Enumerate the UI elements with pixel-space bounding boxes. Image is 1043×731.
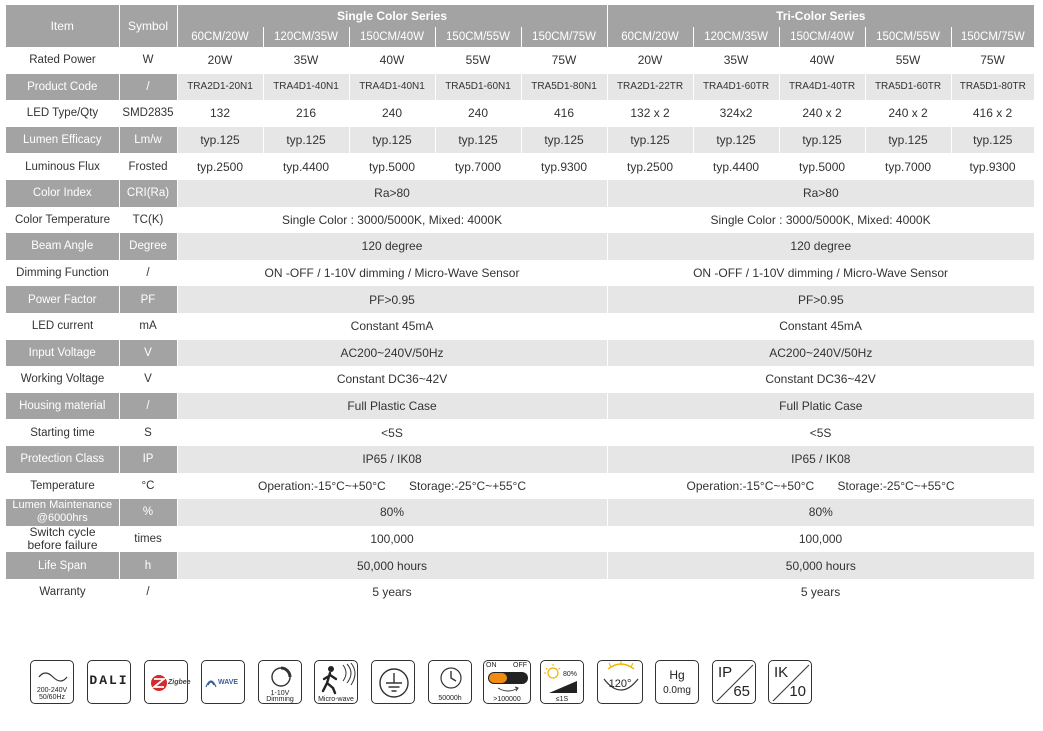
cell: 240 x 2 — [888, 106, 928, 121]
cell: IP65 / IK08 — [177, 446, 607, 473]
table-row — [6, 207, 1034, 234]
row-label: Starting time — [30, 426, 95, 439]
cell: typ.7000 — [885, 159, 932, 174]
cell: 80% — [607, 499, 1034, 526]
beam-label: 120° — [608, 678, 632, 690]
model-header: 150CM/55W — [435, 27, 521, 47]
row-symbol: h — [119, 552, 177, 579]
cell: 20W — [207, 53, 233, 68]
cell: TRA5D1-60N1 — [435, 74, 521, 101]
table-row — [6, 340, 1034, 367]
cell: typ.9300 — [540, 159, 588, 174]
cell: typ.125 — [177, 127, 263, 154]
ik10-icon — [768, 660, 812, 704]
cell: Constant DC36~42V — [765, 372, 876, 387]
row-label: Rated Power — [29, 54, 96, 67]
model-header: 150CM/55W — [865, 27, 951, 47]
cell: AC200~240V/50Hz — [607, 340, 1034, 367]
ac-voltage-icon — [30, 660, 74, 704]
table-row — [6, 260, 1034, 287]
model-header: 150CM/40W — [779, 27, 865, 47]
cell: 80% — [177, 499, 607, 526]
dimming-icon — [258, 660, 302, 704]
cell: 35W — [293, 53, 319, 68]
row-label: LED current — [31, 320, 94, 333]
row-label: Color Index — [6, 180, 119, 207]
table-row — [6, 473, 1034, 500]
cell: TRA4D1-40TR — [779, 74, 865, 101]
row-symbol: Degree — [119, 233, 177, 260]
cell: typ.4400 — [713, 159, 760, 174]
row-label: Working Voltage — [20, 373, 105, 386]
model-header: 60CM/20W — [607, 27, 693, 47]
cell: typ.125 — [607, 127, 693, 154]
dimming-line2: Dimming — [266, 696, 294, 703]
cell: 100,000 — [798, 531, 843, 546]
row-label: Warranty — [39, 586, 86, 599]
cell: AC200~240V/50Hz — [177, 340, 607, 367]
start-time-label: ≤1S — [555, 696, 569, 703]
cell: 132 x 2 — [630, 106, 670, 121]
row-symbol: S — [144, 426, 152, 439]
cell: 5 years — [372, 585, 412, 600]
switch-on-label: ON — [486, 662, 497, 669]
row-symbol: TC(K) — [132, 213, 164, 226]
row-label-line1: Switch cycle — [29, 525, 96, 539]
model-header: 60CM/20W — [177, 27, 263, 47]
model-header: 120CM/35W — [263, 27, 349, 47]
model-header: 150CM/75W — [951, 27, 1034, 47]
table-row — [6, 47, 1034, 74]
cell: 75W — [980, 53, 1005, 68]
cell: typ.5000 — [368, 159, 416, 174]
row-label: Protection Class — [6, 446, 119, 473]
row-symbol: V — [119, 340, 177, 367]
cell: Single Color : 3000/5000K, Mixed: 4000K — [710, 212, 931, 227]
model-header: 120CM/35W — [693, 27, 779, 47]
row-label: Beam Angle — [6, 233, 119, 260]
cell: typ.125 — [349, 127, 435, 154]
cell: Constant 45mA — [779, 319, 862, 334]
row-label-line1: Lumen Maintenance — [12, 499, 113, 512]
microwave-label: Micro-wave — [318, 696, 354, 703]
row-symbol: Frosted — [128, 160, 168, 173]
table-row — [6, 100, 1034, 127]
header-tri-series: Tri-Color Series — [607, 5, 1034, 27]
cell: Operation:-15°C~+50°C Storage:-25°C~+55°C — [258, 478, 527, 493]
header-item: Item — [6, 5, 119, 47]
dali-icon — [87, 660, 131, 704]
row-symbol: V — [144, 373, 152, 386]
row-symbol: °C — [141, 479, 155, 492]
cell: 50,000 hours — [177, 552, 607, 579]
row-symbol: IP — [119, 446, 177, 473]
row-label — [6, 499, 119, 526]
row-label: Lumen Efficacy — [6, 127, 119, 154]
cell: <5S — [381, 425, 403, 440]
table-row — [6, 127, 1034, 154]
row-label-line2: before failure — [27, 537, 98, 552]
row-label: Color Temperature — [14, 213, 111, 226]
switch-off-label: OFF — [513, 662, 527, 669]
hg-label: Hg — [669, 668, 685, 682]
row-symbol: SMD2835 — [122, 107, 174, 120]
cell: typ.9300 — [969, 159, 1016, 174]
cell: Constant DC36~42V — [336, 372, 448, 387]
cell: 75W — [551, 53, 577, 68]
ik-label: IK — [774, 664, 789, 681]
cell: Full Plastic Case — [177, 393, 607, 420]
cell: typ.125 — [865, 127, 951, 154]
table-row — [6, 286, 1034, 313]
row-symbol: mA — [139, 320, 157, 333]
header-single-series: Single Color Series — [177, 5, 607, 27]
cell: 40W — [379, 53, 405, 68]
row-symbol: / — [146, 586, 150, 599]
cell: 35W — [723, 53, 749, 68]
wave-label: WAVE — [218, 679, 239, 686]
cell: typ.125 — [435, 127, 521, 154]
cell: typ.2500 — [196, 159, 244, 174]
row-symbol: / — [146, 267, 150, 280]
cell: typ.7000 — [454, 159, 502, 174]
cell: typ.125 — [693, 127, 779, 154]
switch-count-label: >100000 — [493, 696, 521, 703]
cell: TRA5D1-60TR — [865, 74, 951, 101]
model-header: 150CM/40W — [349, 27, 435, 47]
cell: TRA4D1-40N1 — [349, 74, 435, 101]
table-row — [6, 393, 1034, 420]
cell: 240 — [467, 106, 489, 121]
spec-table — [6, 5, 1034, 605]
row-symbol: Lm/w — [119, 127, 177, 154]
cell: Operation:-15°C~+50°C Storage:-25°C~+55°C — [686, 478, 955, 493]
cell: ON -OFF / 1-10V dimming / Micro-Wave Sensor — [264, 266, 520, 281]
start-percent-label: 80% — [563, 671, 578, 678]
row-label: Dimming Function — [16, 267, 109, 280]
table-row — [6, 579, 1034, 606]
row-symbol: W — [142, 54, 154, 67]
cell: 50,000 hours — [607, 552, 1034, 579]
zigbee-label: Zigbee — [168, 679, 191, 686]
cell: TRA4D1-40N1 — [263, 74, 349, 101]
cell: Full Platic Case — [607, 393, 1034, 420]
cell: <5S — [809, 425, 832, 440]
cell: 324x2 — [719, 106, 753, 121]
cell: PF>0.95 — [607, 286, 1034, 313]
row-label: LED Type/Qty — [26, 107, 99, 120]
cell: ON -OFF / 1-10V dimming / Micro-Wave Sensor — [693, 266, 949, 281]
cell: 132 — [209, 106, 231, 121]
switch-cycle-icon — [483, 660, 531, 704]
table-row — [6, 153, 1034, 180]
microwave-sensor-icon — [314, 660, 358, 704]
table-row — [6, 499, 1034, 526]
cell: Ra>80 — [607, 180, 1034, 207]
row-label — [6, 526, 119, 553]
ik-rating-label: 10 — [789, 683, 806, 700]
cell: typ.2500 — [627, 159, 674, 174]
voltage-line2: 50/60Hz — [38, 694, 66, 701]
row-symbol: / — [119, 74, 177, 101]
table-row — [6, 74, 1034, 101]
cell: 100,000 — [370, 531, 414, 546]
voltage-line1: 200-240V — [36, 687, 68, 694]
cell: typ.125 — [779, 127, 865, 154]
row-symbol: times — [134, 532, 162, 545]
row-label: Product Code — [6, 74, 119, 101]
cell: typ.125 — [951, 127, 1034, 154]
ip-label: IP — [718, 664, 733, 681]
cell: 55W — [895, 53, 921, 68]
zigbee-icon — [144, 660, 191, 704]
mercury-free-icon — [655, 660, 699, 704]
cell: 40W — [809, 53, 835, 68]
table-row — [6, 180, 1034, 207]
cell: 416 x 2 — [972, 106, 1013, 121]
row-label-line2: @6000hrs — [36, 512, 88, 525]
lifetime-clock-icon — [428, 660, 472, 704]
cell: 120 degree — [607, 233, 1034, 260]
ip-rating-label: 65 — [733, 683, 750, 700]
table-row — [6, 446, 1034, 473]
cell: typ.125 — [521, 127, 607, 154]
cell: IP65 / IK08 — [607, 446, 1034, 473]
cell: TRA5D1-80TR — [951, 74, 1034, 101]
cell: TRA5D1-80N1 — [521, 74, 607, 101]
cell: 55W — [465, 53, 491, 68]
cell: TRA4D1-60TR — [693, 74, 779, 101]
ip65-icon — [712, 660, 756, 704]
cell: 416 — [554, 106, 575, 121]
row-label: Temperature — [30, 479, 95, 492]
row-label: Input Voltage — [6, 340, 119, 367]
cell: TRA2D1-22TR — [607, 74, 693, 101]
row-label: Power Factor — [6, 286, 119, 313]
cell: 20W — [637, 53, 663, 68]
row-symbol: / — [119, 393, 177, 420]
cell: 5 years — [800, 585, 841, 600]
cell: TRA2D1-20N1 — [177, 74, 263, 101]
dimming-line1: 1-10V — [270, 690, 290, 697]
cell: 216 — [295, 106, 317, 121]
dali-label: DALI — [89, 673, 129, 688]
table-row — [6, 552, 1034, 579]
row-symbol: % — [119, 499, 177, 526]
cell: typ.125 — [263, 127, 349, 154]
table-row — [6, 419, 1034, 446]
cell: typ.4400 — [282, 159, 330, 174]
model-header: 150CM/75W — [521, 27, 607, 47]
table-row — [6, 313, 1034, 340]
cell: typ.5000 — [799, 159, 846, 174]
lifetime-label: 50000h — [438, 695, 462, 702]
table-row — [6, 233, 1034, 260]
row-symbol: CRI(Ra) — [119, 180, 177, 207]
cell: Ra>80 — [177, 180, 607, 207]
row-label: Luminous Flux — [25, 160, 100, 173]
table-row — [6, 526, 1034, 553]
cell: 240 — [381, 106, 403, 121]
table-row — [6, 366, 1034, 393]
cell: Constant 45mA — [350, 319, 434, 334]
row-label: Life Span — [6, 552, 119, 579]
ground-class-icon — [371, 660, 415, 704]
beam-angle-icon — [597, 660, 643, 704]
cell: Single Color : 3000/5000K, Mixed: 4000K — [281, 212, 503, 227]
row-label: Housing material — [6, 393, 119, 420]
cell: 240 x 2 — [802, 106, 842, 121]
hg-amount-label: 0.0mg — [663, 685, 691, 696]
cell: PF>0.95 — [177, 286, 607, 313]
z-wave-icon — [201, 660, 245, 704]
header-symbol: Symbol — [119, 5, 177, 47]
row-symbol: PF — [119, 286, 177, 313]
cell: 120 degree — [177, 233, 607, 260]
starting-time-icon — [540, 660, 584, 704]
